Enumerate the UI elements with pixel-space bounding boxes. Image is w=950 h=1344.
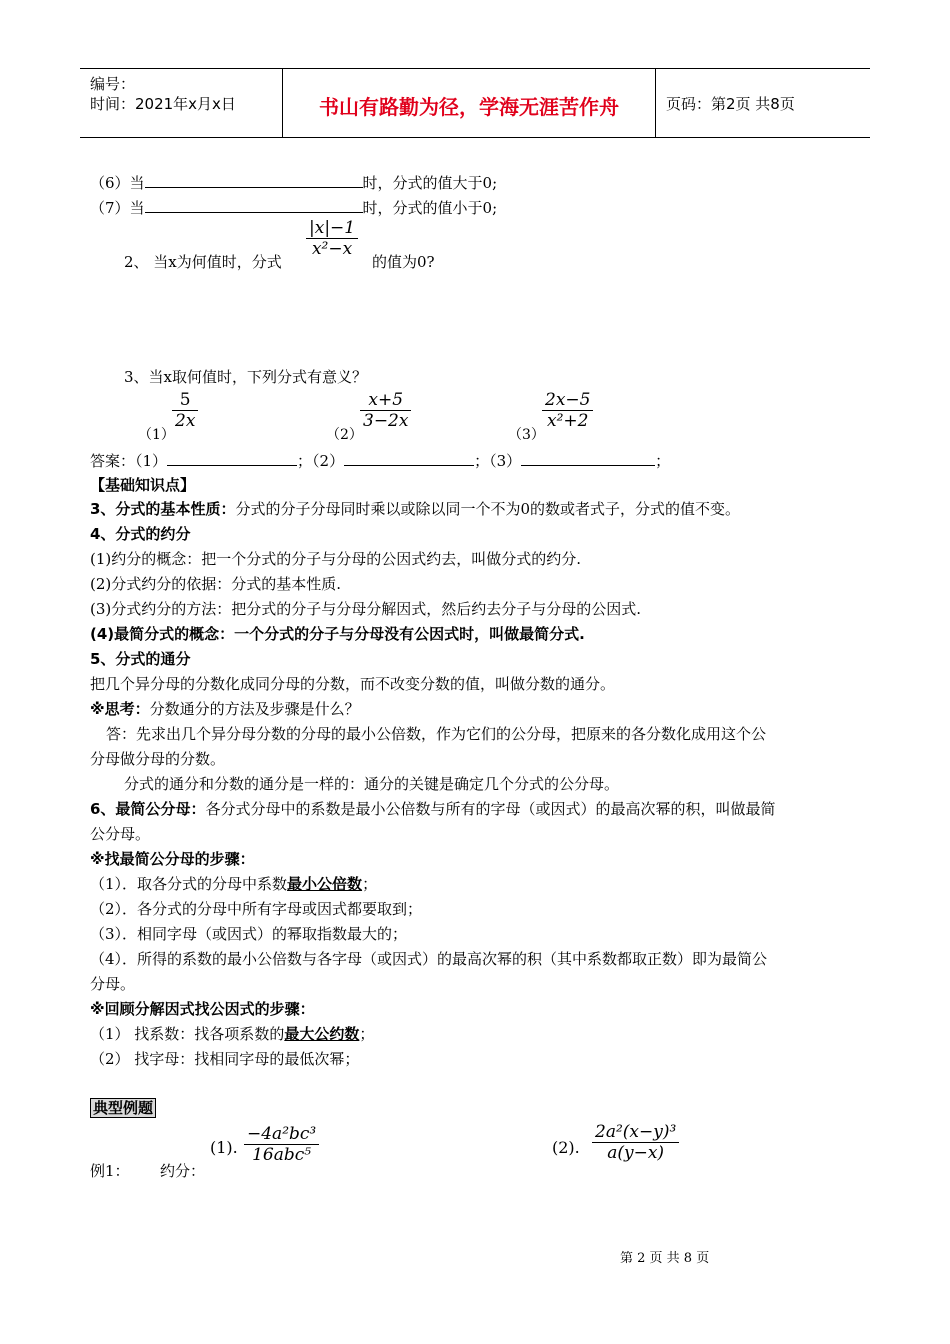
step-1-end: ； [362, 875, 378, 893]
q1-item-7 [90, 197, 497, 218]
q3-fraction-2 [360, 390, 411, 431]
q3-answers [90, 450, 670, 471]
answer-end: ； [655, 452, 671, 470]
fraction-denominator: 2x [172, 410, 198, 431]
step-3: （3）．相同字母（或因式）的幂取指数最大的； [90, 925, 408, 943]
fraction-denominator: x²+2 [542, 410, 593, 431]
header-motto-cell [283, 69, 656, 137]
property-4-2: (2)分式约分的依据：分式的基本性质. [90, 575, 342, 593]
header-page-cell [656, 69, 870, 137]
answer-blank[interactable] [167, 451, 297, 466]
answer-blank[interactable] [145, 198, 363, 213]
examples-title [90, 1097, 156, 1118]
step-2: （2）．各分式的分母中所有字母或因式都要取到； [90, 900, 423, 918]
number-label: 编号： [90, 75, 136, 93]
think-text: 分数通分的方法及步骤是什么？ [149, 700, 360, 718]
fraction-numerator: −4a²bc³ [247, 1124, 317, 1144]
property-4-1: (1)约分的概念：把一个分式的分子与分母的公因式约去，叫做分式的约分. [90, 550, 582, 568]
answer-label: 答案：（1） [90, 452, 168, 470]
step-1 [90, 873, 377, 894]
property-6-title: 6、最简公分母： [90, 800, 206, 818]
fraction-denominator: 16abc⁵ [244, 1144, 319, 1165]
review-title: ※回顾分解因式找公因式的步骤： [90, 1000, 315, 1018]
item7-suffix: 时，分式的值小于0; [362, 199, 498, 217]
review-1 [90, 1023, 374, 1044]
review-1-end: ； [359, 1025, 375, 1043]
fraction-numerator: |x|−1 [309, 218, 356, 238]
property-4-3: (3)分式约分的方法：把分式的分子与分母分解因式，然后约去分子与分母的公因式. [90, 600, 642, 618]
date-label: 时间：2021年x月x日 [90, 95, 236, 113]
think-line [90, 698, 360, 719]
page-footer: 第 2 页 共 8 页 [620, 1251, 710, 1266]
answer-label-2: ；（2） [297, 452, 345, 470]
answer-blank[interactable] [521, 451, 655, 466]
q3-text: 3、当x取何值时，下列分式有意义？ [124, 368, 368, 386]
same-text: 分式的通分和分数的通分是一样的：通分的关键是确定几个分式的公分母。 [124, 775, 620, 793]
property-6-text-2: 公分母。 [90, 825, 151, 843]
fraction-numerator: 2x−5 [545, 390, 591, 410]
fraction-numerator: 2a²(x−y)³ [595, 1122, 677, 1142]
step-4: （4）．所得的系数的最小公倍数与各字母（或因式）的最高次幂的积（其中系数都取正数）即为最简公 [90, 950, 768, 968]
step-1-emphasis: 最小公倍数 [287, 875, 363, 893]
example-1-fraction-2 [592, 1122, 679, 1163]
item6-prefix: （6）当 [90, 174, 145, 192]
q2-text-suffix: 的值为0? [372, 253, 435, 271]
header-info-cell [80, 69, 283, 137]
property-4-title: 4、分式的约分 [90, 525, 191, 543]
property-4-4: (4)最简分式的概念：一个分式的分子与分母没有公因式时，叫做最简分式. [90, 625, 585, 643]
fraction-denominator: x²−x [306, 238, 358, 259]
item6-suffix: 时，分式的值大于0; [362, 174, 498, 192]
q2-fraction [306, 218, 358, 259]
property-6-text: 各分式分母中的系数是最小公倍数与所有的字母（或因式）的最高次幂的积，叫做最简 [205, 800, 776, 818]
answer-blank[interactable] [344, 451, 474, 466]
fraction-numerator: 5 [179, 390, 191, 410]
property-3-text: 分式的分子分母同时乘以或除以同一个不为0的数或者式子，分式的值不变。 [235, 500, 741, 518]
property-5-title: 5、分式的通分 [90, 650, 191, 668]
property-3 [90, 498, 740, 519]
answer-blank[interactable] [145, 173, 363, 188]
motto: 书山有路勤为径，学海无涯苦作舟 [319, 95, 619, 119]
steps-title: ※找最简公分母的步骤： [90, 850, 255, 868]
example-1-fraction-1 [244, 1124, 319, 1165]
property-6 [90, 798, 775, 819]
q3-fraction-3 [542, 390, 593, 431]
example-1-part-1-label: (1). [210, 1138, 238, 1157]
answer-line-2: 分母做分母的分数。 [90, 750, 226, 768]
examples-title-box: 典型例题 [90, 1098, 156, 1118]
page-header [80, 68, 870, 138]
fraction-denominator: a(y−x) [592, 1142, 679, 1163]
q3-item-2-label: （2） [326, 427, 363, 443]
q3-item-1-label: （1） [138, 427, 175, 443]
think-title: ※思考： [90, 700, 150, 718]
property-3-title: 3、分式的基本性质： [90, 500, 236, 518]
review-1-emphasis: 最大公约数 [284, 1025, 360, 1043]
fraction-denominator: 3−2x [360, 410, 411, 431]
review-2: （2） 找字母：找相同字母的最低次幂； [90, 1050, 360, 1068]
property-5-text: 把几个异分母的分数化成同分母的分数，而不改变分数的值，叫做分数的通分。 [90, 675, 616, 693]
step-1-text: （1）．取各分式的分母中系数 [90, 875, 288, 893]
example-1-label: 例1： [90, 1162, 130, 1180]
section-title-basics: 【基础知识点】 [90, 476, 196, 494]
example-1-part-2-label: (2). [552, 1138, 580, 1157]
q2-text-prefix: 2、 当x为何值时，分式 [124, 253, 282, 271]
example-1-task: 约分： [160, 1162, 206, 1180]
answer-line-1: 答：先求出几个异分母分数的分母的最小公倍数，作为它们的公分母，把原来的各分数化成用这个公 [106, 725, 767, 743]
q3-item-3-label: （3） [508, 427, 545, 443]
q3-fraction-1 [172, 390, 198, 431]
q1-item-6 [90, 172, 497, 193]
review-1-text: （1） 找系数：找各项系数的 [90, 1025, 285, 1043]
step-4-cont: 分母。 [90, 975, 136, 993]
page-info: 页码：第2页 共8页 [666, 95, 795, 113]
fraction-numerator: x+5 [368, 390, 404, 410]
answer-label-3: ；（3） [474, 452, 522, 470]
item7-prefix: （7）当 [90, 199, 145, 217]
